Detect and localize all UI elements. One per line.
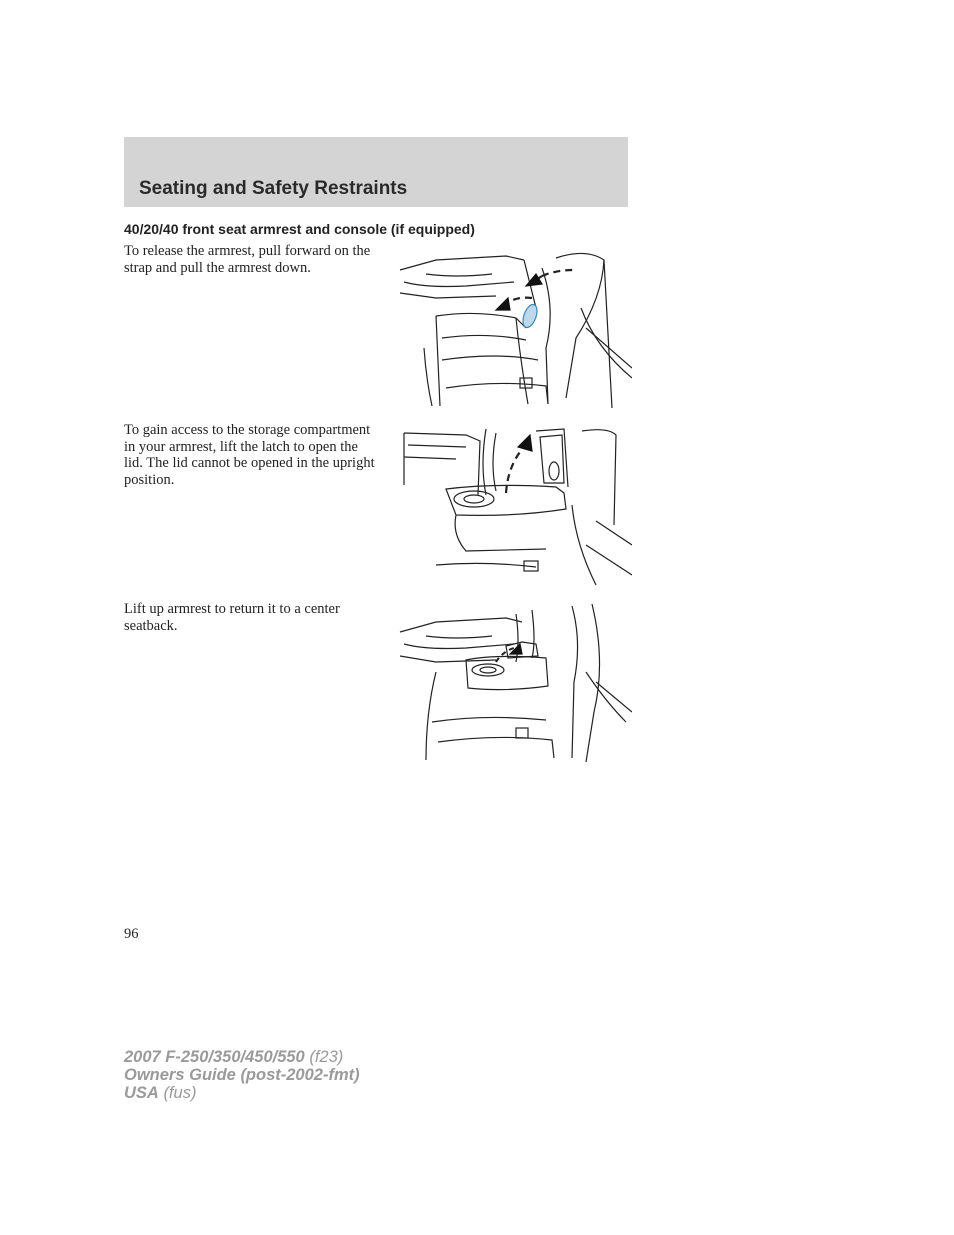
footer-guide: Owners Guide (post-2002-fmt) [124,1066,360,1084]
armrest-release-illustration [396,248,632,408]
storage-compartment-illustration [396,425,632,585]
footer-model-code: (f23) [309,1048,344,1066]
document-footer [124,1048,360,1102]
footer-region: USA [124,1084,159,1102]
instruction-release-armrest: To release the armrest, pull forward on the strap and pull the armrest down. [124,243,371,276]
subheading: 40/20/40 front seat armrest and console (if equipped) [124,221,475,237]
instruction-return-armrest: Lift up armrest to return it to a center seatback. [124,601,340,634]
footer-model: 2007 F-250/350/450/550 [124,1048,305,1066]
footer-guide-line [124,1066,360,1084]
page-number: 96 [124,926,139,942]
instruction-open-storage: To gain access to the storage compartment in your armrest, lift the latch to open the lid. The lid cannot be opened in the upright position. [124,422,375,488]
section-title: Seating and Safety Restraints [139,178,408,199]
footer-model-line [124,1048,360,1066]
footer-region-code: (fus) [163,1084,197,1102]
footer-region-line [124,1084,360,1102]
armrest-return-illustration [396,602,632,762]
